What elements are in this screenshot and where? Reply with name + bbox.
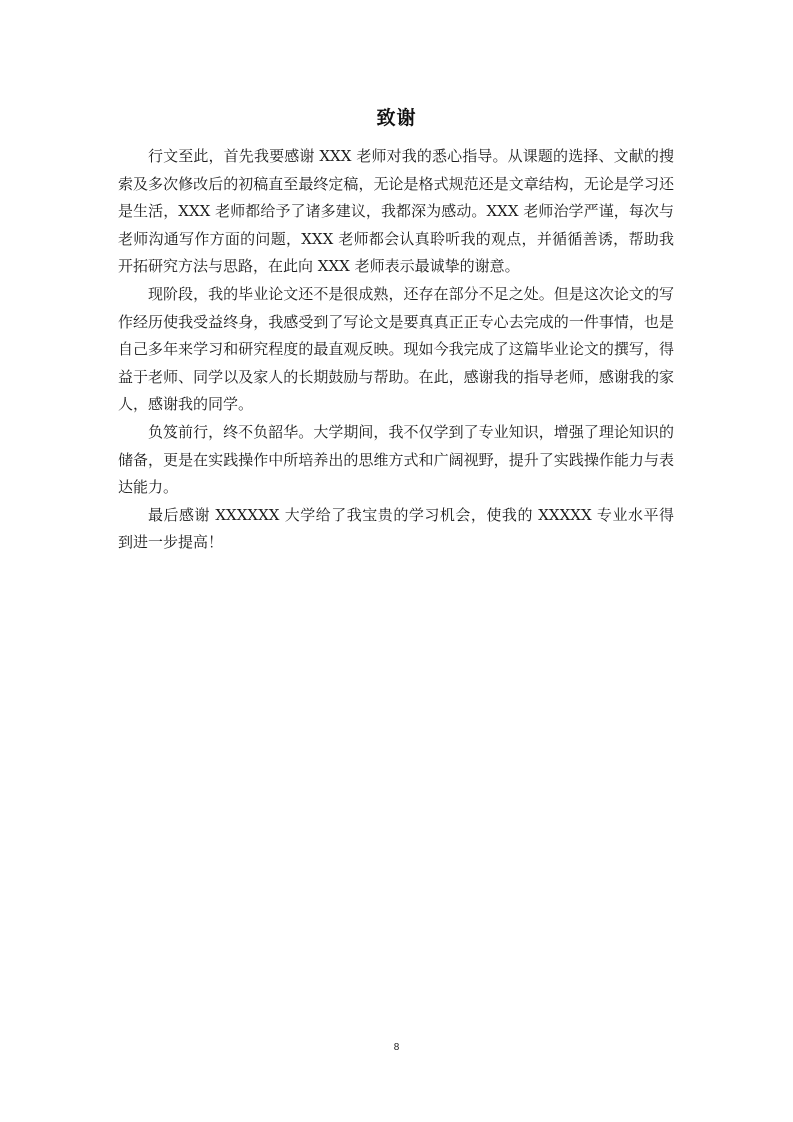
acknowledgement-body — [118, 143, 674, 557]
paragraph-1: 行文至此，首先我要感谢 XXX 老师对我的悉心指导。从课题的选择、文献的搜索及多次修改后的初稿直至最终定稿，无论是格式规范还是文章结构，无论是学习还是生活，XXX 老师都给予了诸多建议，我都深为感动。XXX 老师治学严谨，每次与老师沟通写作方面的问题，XXX 老师都会认真聆听我的观点，并循循善诱，帮助我开拓研究方法与思路，在此向 XXX 老师表示最诚挚的谢意。 — [118, 147, 674, 276]
paragraph-4: 最后感谢 XXXXXX 大学给了我宝贵的学习机会，使我的 XXXXX 专业水平得到进一步提高！ — [118, 505, 674, 552]
page-title: 致谢 — [376, 107, 417, 129]
page-number: 8 — [393, 1042, 400, 1053]
paragraph-3: 负笈前行，终不负韶华。大学期间，我不仅学到了专业知识，增强了理论知识的储备，更是在实践操作中所培养出的思维方式和广阔视野，提升了实践操作能力与表达能力。 — [118, 422, 674, 497]
paragraph-2: 现阶段，我的毕业论文还不是很成熟，还存在部分不足之处。但是这次论文的写作经历使我受益终身，我感受到了写论文是要真真正正专心去完成的一件事情，也是自己多年来学习和研究程度的最直观反映。现如今我完成了这篇毕业论文的撰写，得益于老师、同学以及家人的长期鼓励与帮助。在此，感谢我的指导老师，感谢我的家人，感谢我的同学。 — [118, 284, 674, 414]
